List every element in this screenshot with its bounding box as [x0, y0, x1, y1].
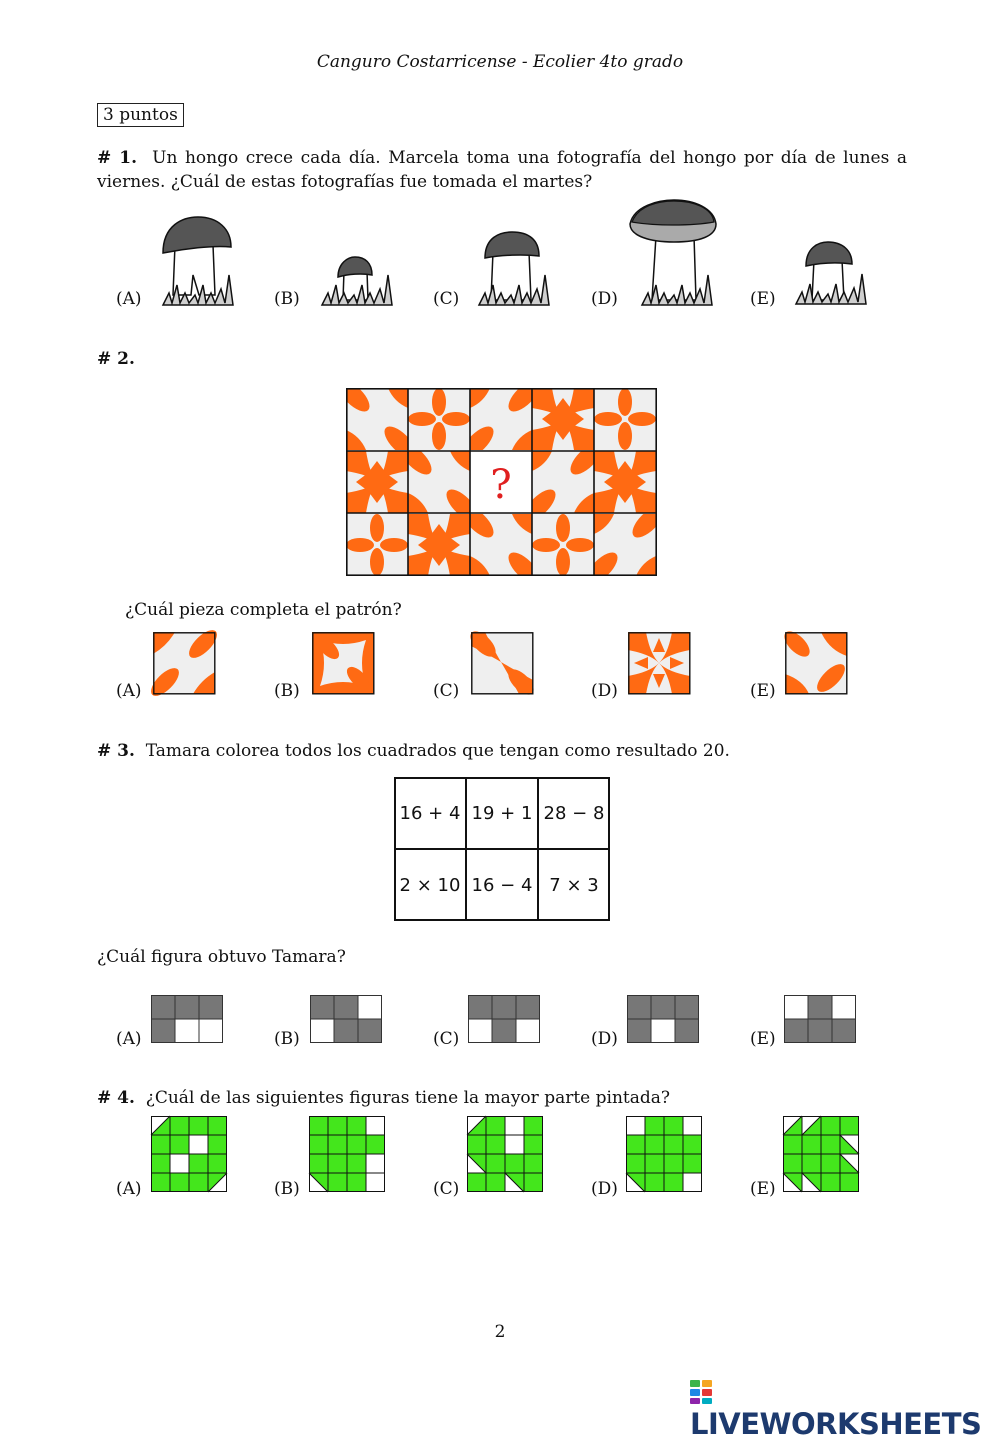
q1-option-a-label[interactable]: (A): [116, 289, 142, 309]
mushroom-a-image[interactable]: [163, 217, 233, 305]
q1-option-c-label[interactable]: (C): [433, 289, 460, 309]
q1-option-b-label[interactable]: (B): [274, 289, 300, 309]
brand-name: LIVEWORKSHEETS: [690, 1407, 982, 1441]
q3-option-a-label[interactable]: (A): [116, 1029, 142, 1049]
q3-option-e-label[interactable]: (E): [750, 1029, 776, 1049]
pattern-tile: [532, 514, 594, 576]
q3-operations-grid: [394, 777, 610, 921]
q3-option-d-figure[interactable]: [627, 995, 700, 1044]
q4-option-b-figure[interactable]: [309, 1116, 387, 1194]
mushroom-b-image[interactable]: [322, 257, 392, 305]
grid-cell: 16 − 4: [471, 875, 533, 896]
q2-option-a-tile[interactable]: [153, 632, 216, 695]
q2-option-c-label[interactable]: (C): [433, 681, 460, 701]
q4-option-d-label[interactable]: (D): [591, 1179, 618, 1199]
q2-pattern-grid: [346, 388, 657, 576]
question-4-number: # 4.: [97, 1088, 135, 1108]
q2-option-c-tile[interactable]: [471, 632, 534, 695]
q1-mushroom-images: [0, 0, 1000, 320]
pattern-tile: [346, 451, 408, 513]
grid-cell: 16 + 4: [399, 803, 461, 824]
question-2-prompt: ¿Cuál pieza completa el patrón?: [125, 600, 402, 620]
page-header: Canguro Costarricense - Ecolier 4to grado: [316, 52, 684, 72]
question-3-text: Tamara colorea todos los cuadrados que tengan como resultado 20.: [145, 741, 730, 761]
mushroom-e-image[interactable]: [796, 242, 866, 304]
question-4-text: ¿Cuál de las siguientes figuras tiene la mayor parte pintada?: [145, 1088, 670, 1108]
q4-option-b-label[interactable]: (B): [274, 1179, 300, 1199]
points-label: 3 puntos: [97, 103, 184, 127]
q4-option-a-label[interactable]: (A): [116, 1179, 142, 1199]
q4-option-e-label[interactable]: (E): [750, 1179, 776, 1199]
q4-option-c-figure[interactable]: [467, 1116, 545, 1194]
question-3: [97, 739, 730, 763]
missing-tile-question-mark: ?: [490, 462, 512, 508]
q2-option-b-label[interactable]: (B): [274, 681, 300, 701]
q4-option-a-figure[interactable]: [151, 1116, 229, 1194]
q1-option-e-label[interactable]: (E): [750, 289, 776, 309]
mushroom-d-image[interactable]: [630, 200, 716, 305]
grid-cell: 19 + 1: [471, 803, 533, 824]
q2-option-e-tile[interactable]: [785, 632, 848, 695]
q2-option-d-label[interactable]: (D): [591, 681, 618, 701]
question-3-number: # 3.: [97, 741, 135, 761]
pattern-tile: [346, 514, 408, 576]
grid-cell: 28 − 8: [543, 803, 605, 824]
q3-option-c-figure[interactable]: [468, 995, 541, 1044]
grid-cell: 2 × 10: [399, 875, 461, 896]
liveworksheets-logo: [690, 1373, 1000, 1441]
q1-option-d-label[interactable]: (D): [591, 289, 618, 309]
q4-option-c-label[interactable]: (C): [433, 1179, 460, 1199]
q2-option-d-tile[interactable]: [628, 632, 691, 695]
pattern-tile: [532, 388, 594, 450]
page-number: 2: [494, 1322, 506, 1342]
question-4: [97, 1086, 670, 1110]
q3-option-d-label[interactable]: (D): [591, 1029, 618, 1049]
question-1-number: # 1.: [97, 148, 138, 168]
question-1-text: Un hongo crece cada día. Marcela toma una fotografía del hongo por día de lunes a viernes. ¿Cuál de estas fotografías fue tomada el martes?: [97, 148, 907, 192]
mushroom-c-image[interactable]: [479, 232, 549, 305]
q3-option-b-figure[interactable]: [310, 995, 383, 1044]
pattern-tile: [594, 451, 656, 513]
q2-option-b-tile[interactable]: [312, 632, 375, 695]
q3-option-e-figure[interactable]: [784, 995, 857, 1044]
q4-option-d-figure[interactable]: [626, 1116, 704, 1194]
q3-option-a-figure[interactable]: [151, 995, 224, 1044]
q2-option-a-label[interactable]: (A): [116, 681, 142, 701]
q3-option-c-label[interactable]: (C): [433, 1029, 460, 1049]
liveworksheets-icon: [690, 1380, 712, 1404]
pattern-tile: [594, 388, 656, 450]
pattern-tile: [408, 514, 470, 576]
q2-option-e-label[interactable]: (E): [750, 681, 776, 701]
q4-option-e-figure[interactable]: [783, 1116, 861, 1194]
q3-option-b-label[interactable]: (B): [274, 1029, 300, 1049]
pattern-tile: [408, 388, 470, 450]
grid-cell: 7 × 3: [549, 875, 599, 896]
question-3-prompt: ¿Cuál figura obtuvo Tamara?: [97, 947, 346, 967]
question-2-number: # 2.: [97, 349, 135, 369]
